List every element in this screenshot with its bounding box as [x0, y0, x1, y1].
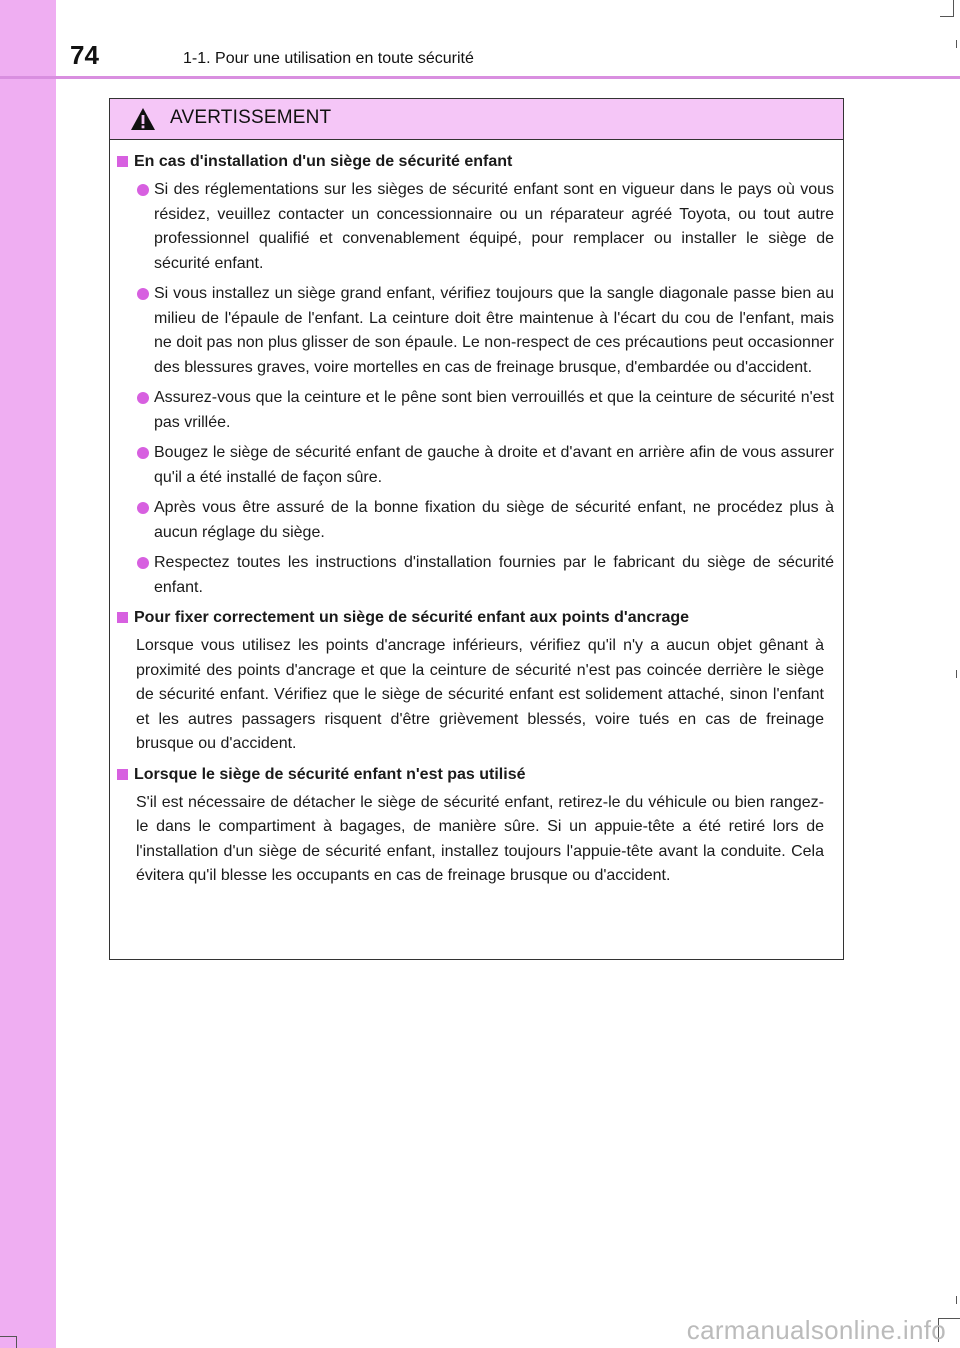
section-heading-text: Pour fixer correctement un siège de sécurité enfant aux points d'ancrage [134, 609, 690, 626]
warning-header [110, 99, 843, 140]
crop-mark [0, 1336, 16, 1337]
section-paragraph: S'il est nécessaire de détacher le siège de sécurité enfant, retirez-le du véhicule ou bien rangez-le dans le compartiment à bagages, de manière sûre. Si un appuie-tête a été retiré lors de l'installation d'un siège de sécurité enfant, installez toujours l'appuie-tête avant la conduite. Cela évitera qu'il blesse les occupants en cas de freinage brusque ou d'accident. [136, 793, 824, 884]
watermark: carmanualsonline.info [686, 1315, 946, 1345]
crop-mark [953, 0, 954, 16]
header-divider [0, 76, 960, 79]
round-bullet-icon [137, 184, 149, 196]
section-heading-text: En cas d'installation d'un siège de sécurité enfant [134, 153, 513, 170]
section-heading [116, 150, 834, 174]
list-item-text: Assurez-vous que la ceinture et le pêne sont bien verrouillés et que la ceinture de sécurité n'est pas vrillée. [154, 389, 834, 431]
list-item [116, 386, 834, 435]
round-bullet-icon [137, 502, 149, 514]
list-item-text: Si vous installez un siège grand enfant, vérifiez toujours que la sangle diagonale passe bien au milieu de l'épaule de l'enfant. La ceinture doit être maintenue à l'écart du cou de l'enfant, mais ne doit pas non plus glisser de son épaule. Le non-respect de ces précautions peut occasionner des blessures graves, voire mortelles en cas de freinage brusque, d'embardée ou d'accident. [154, 285, 834, 376]
section-heading [116, 763, 834, 787]
square-bullet-icon [117, 769, 128, 780]
crop-mark [940, 16, 954, 17]
page-header [0, 0, 960, 78]
round-bullet-icon [137, 447, 149, 459]
crop-mark [956, 670, 957, 678]
crop-mark [16, 1336, 17, 1348]
warning-box [109, 98, 844, 960]
list-item [116, 496, 834, 545]
section-title: 1-1. Pour une utilisation en toute sécurité [183, 50, 474, 67]
list-item [116, 178, 834, 276]
list-item [116, 282, 834, 380]
page-number: 74 [70, 40, 99, 70]
round-bullet-icon [137, 557, 149, 569]
side-color-band [0, 0, 56, 1348]
list-item-text: Bougez le siège de sécurité enfant de gauche à droite et d'avant en arrière afin de vous assurer qu'il a été installé de façon sûre. [154, 444, 834, 486]
warning-body [110, 140, 843, 889]
crop-mark [956, 1296, 957, 1304]
list-item-text: Après vous être assuré de la bonne fixation du siège de sécurité enfant, ne procédez plus à aucun réglage du siège. [154, 499, 834, 541]
list-item-text: Si des réglementations sur les sièges de sécurité enfant sont en vigueur dans le pays où vous résidez, veuillez contacter un concessionnaire ou un réparateur agréé Toyota, ou tout autre professionnel qualifié et convenablement équipé, pour remplacer ou installer le siège de sécurité enfant. [154, 181, 834, 272]
list-item [116, 441, 834, 490]
square-bullet-icon [117, 612, 128, 623]
section-heading-text: Lorsque le siège de sécurité enfant n'est pas utilisé [134, 765, 526, 783]
round-bullet-icon [137, 288, 149, 300]
square-bullet-icon [117, 156, 128, 167]
list-item-text: Respectez toutes les instructions d'installation fournies par le fabricant du siège de sécurité enfant. [154, 554, 834, 596]
list-item [116, 551, 834, 600]
warning-title: AVERTISSEMENT [170, 107, 332, 128]
crop-mark [956, 40, 957, 48]
round-bullet-icon [137, 392, 149, 404]
section-heading [116, 606, 834, 630]
warning-triangle-icon [130, 107, 156, 131]
section-paragraph: Lorsque vous utilisez les points d'ancrage inférieurs, vérifiez qu'il n'y a aucun objet gênant à proximité des points d'ancrage et que la ceinture de sécurité n'est pas coincée derrière le siège de sécurité enfant. Vérifiez que le siège de sécurité enfant est solidement attaché, sinon l'enfant et les autres passagers risquent d'être grièvement blessés, voire tués en cas de freinage brusque ou d'accident. [136, 637, 824, 752]
